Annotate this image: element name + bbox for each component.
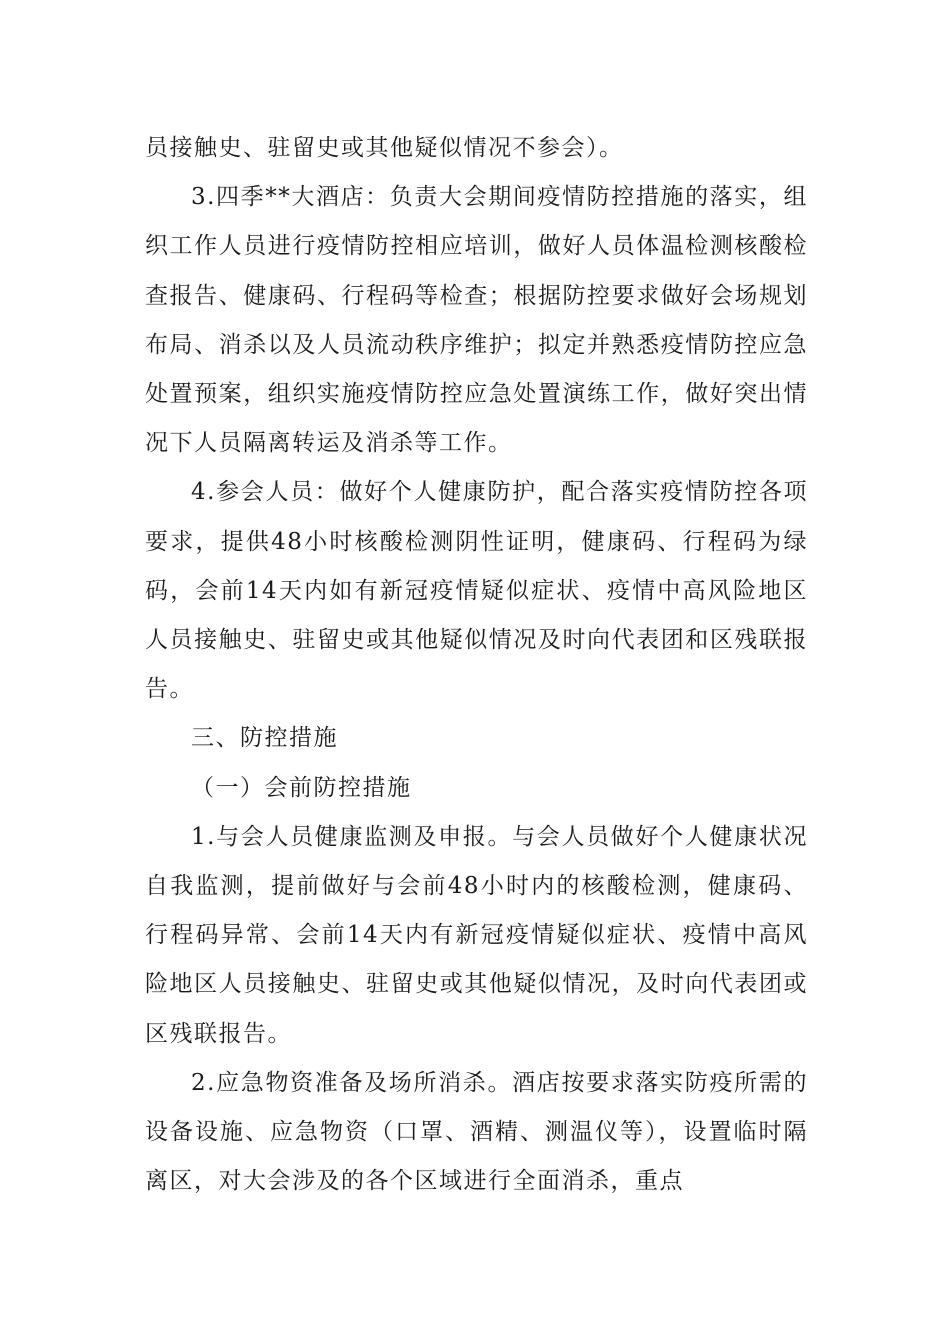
paragraph-emergency-supplies: 2.应急物资准备及场所消杀。酒店按要求落实防疫所需的设备设施、应急物资（口罩、酒精、测温仪等），设置临时隔离区，对大会涉及的各个区域进行全面消杀，重点 xyxy=(145,1069,808,1195)
paragraph-health-monitoring: 1.与会人员健康监测及申报。与会人员做好个人健康状况自我监测，提前做好与会前48小时内的核酸检测，健康码、行程码异常、会前14天内有新冠疫情疑似症状、疫情中高风险地区人员接触史、驻留史或其他疑似情况，及时向代表团或区残联报告。 xyxy=(145,823,808,1047)
paragraph-continuation: 员接触史、驻留史或其他疑似情况不参会）。 xyxy=(145,135,624,161)
section-heading: 三、防控措施 xyxy=(191,725,338,752)
document-body xyxy=(145,124,808,1206)
paragraph-attendee-duties: 4.参会人员：做好个人健康防护，配合落实疫情防控各项要求，提供48小时核酸检测阴性证明，健康码、行程码为绿码，会前14天内如有新冠疫情疑似症状、疫情中高风险地区人员接触史、驻留史或其他疑似情况及时向代表团和区残联报告。 xyxy=(145,479,808,703)
paragraph-hotel-duties: 3.四季**大酒店：负责大会期间疫情防控措施的落实，组织工作人员进行疫情防控相应培训，做好人员体温检测核酸检查报告、健康码、行程码等检查；根据防控要求做好会场规划布局、消杀以及人员流动秩序维护；拟定并熟悉疫情防控应急处置预案，组织实施疫情防控应急处置演练工作，做好突出情况下人员隔离转运及消杀等工作。 xyxy=(145,184,808,457)
subsection-heading: （一）会前防控措施 xyxy=(191,774,412,801)
